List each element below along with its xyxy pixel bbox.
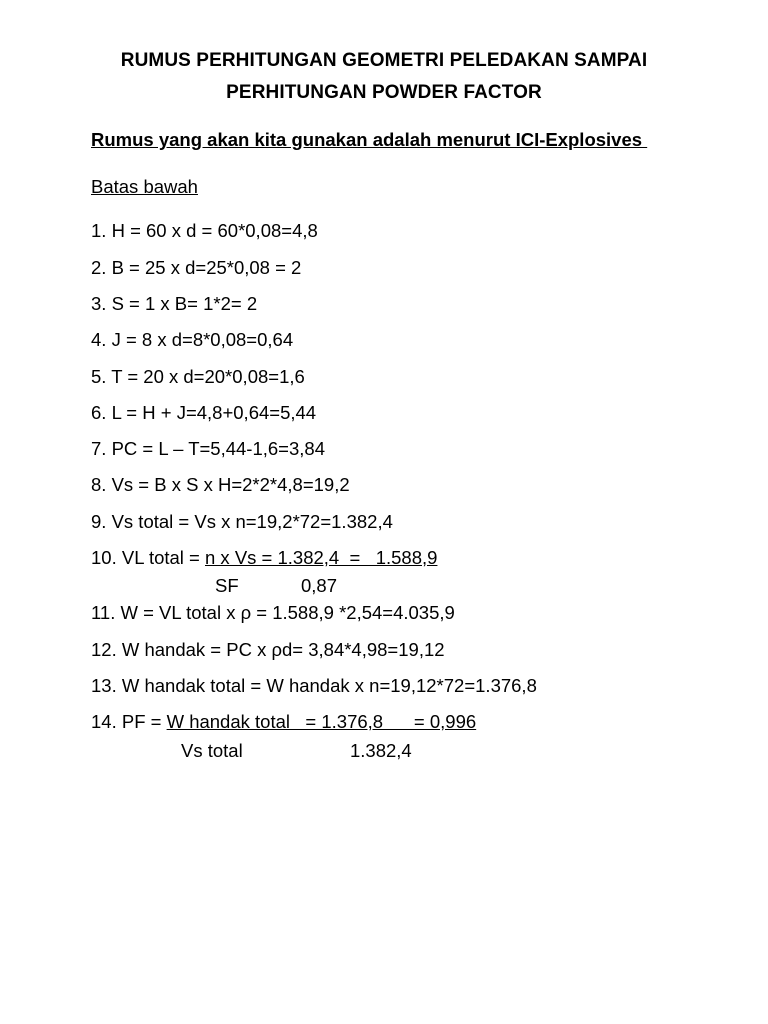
section-heading: Rumus yang akan kita gunakan adalah menurut ICI-Explosives [91,129,648,150]
formula-item-5: 5. T = 20 x d=20*0,08=1,6 [91,366,305,387]
formula-item-10-denominator-value: 0,87 [301,575,338,596]
formula-item-10-prefix: 10. VL total = [91,547,205,568]
formula-item-12: 12. W handak = PC x ρd= 3,84*4,98=19,12 [91,639,445,660]
formula-item-6: 6. L = H + J=4,8+0,64=5,44 [91,402,317,423]
formula-item-2: 2. B = 25 x d=25*0,08 = 2 [91,257,302,278]
formula-item-14 [91,711,476,733]
formula-item-14-denominator-label: Vs total [181,740,243,761]
formula-item-11: 11. W = VL total x ρ = 1.588,9 *2,54=4.035,9 [91,602,455,623]
formula-item-8: 8. Vs = B x S x H=2*2*4,8=19,2 [91,474,350,495]
formula-item-13: 13. W handak total = W handak x n=19,12*72=1.376,8 [91,675,537,696]
formula-item-7: 7. PC = L – T=5,44-1,6=3,84 [91,438,325,459]
formula-item-1: 1. H = 60 x d = 60*0,08=4,8 [91,220,318,241]
formula-item-10 [91,547,437,569]
formula-item-10-denominator-label: SF [215,575,239,596]
formula-item-14-denominator-value: 1.382,4 [350,740,412,761]
formula-item-10-numerator: n x Vs = 1.382,4 = 1.588,9 [205,547,438,568]
document-title-line-2: PERHITUNGAN POWDER FACTOR [226,82,542,103]
formula-item-9: 9. Vs total = Vs x n=19,2*72=1.382,4 [91,511,393,532]
section-subheading: Batas bawah [91,176,198,197]
formula-item-14-prefix: 14. PF = [91,711,167,732]
formula-item-14-numerator: W handak total = 1.376,8 = 0,996 [166,711,477,732]
formula-item-3: 3. S = 1 x B= 1*2= 2 [91,293,258,314]
formula-item-4: 4. J = 8 x d=8*0,08=0,64 [91,329,294,350]
document-title-line-1: RUMUS PERHITUNGAN GEOMETRI PELEDAKAN SAMPAI [120,50,648,71]
